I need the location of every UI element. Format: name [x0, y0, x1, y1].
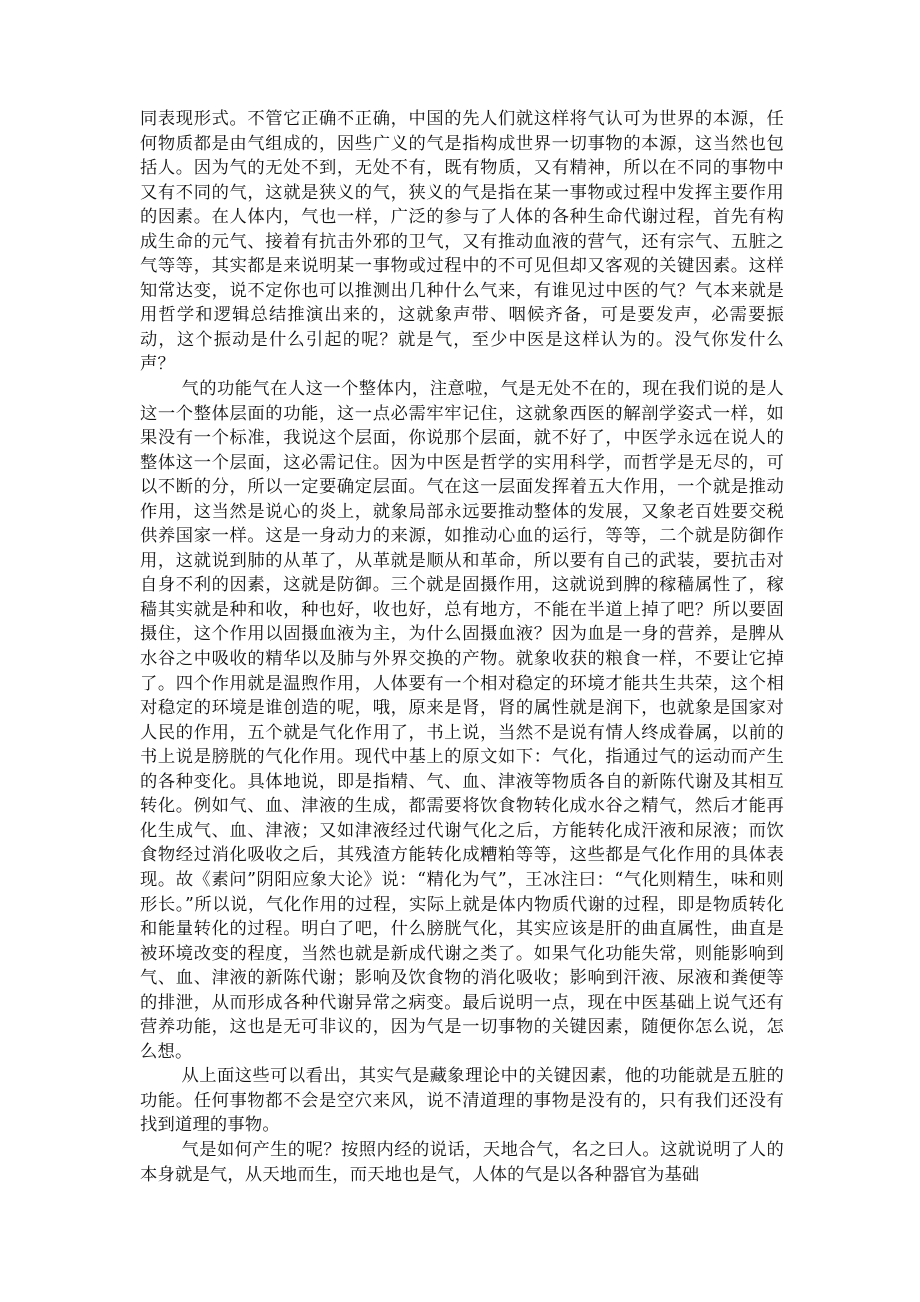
- paragraph-3: 从上面这些可以看出，其实气是藏象理论中的关键因素，他的功能就是五脏的功能。任何事物都不会是空穴来风，说不清道理的事物是没有的，只有我们还没有找到道理的事物。: [140, 1066, 784, 1136]
- body-text: [140, 107, 784, 1187]
- paragraph-4: 气是如何产生的呢？按照内经的说话，天地合气，名之曰人。这就说明了人的本身就是气，从天地而生，而天地也是气，人体的气是以各种器官为基础: [140, 1139, 784, 1185]
- paragraph-2: 气的功能气在人这一个整体内，注意啦，气是无处不在的，现在我们说的是人这一个整体层面的功能，这一点必需牢牢记住，这就象西医的解剖学姿式一样，如果没有一个标准，我说这个层面，你说那个层面，就不好了，中医学永远在说人的整体这一个层面，这必需记住。因为中医是哲学的实用科学，而哲学是无尽的，可以不断的分，所以一定要确定层面。气在这一层面发挥着五大作用，一个就是推动作用，这当然是说心的炎上，就象局部永远要推动整体的发展，又象老百姓要交税供养国家一样。这是一身动力的来源，如推动心血的运行，等等，二个就是防御作用，这就说到肺的从革了，从革就是顺从和革命，所以要有自己的武装，要抗击对自身不利的因素，这就是防御。三个就是固摄作用，这就说到脾的稼穑属性了，稼穑其实就是种和收，种也好，收也好，总有地方，不能在半道上掉了吧？所以要固摄住，这个作用以固摄血液为主，为什么固摄血液？因为血是一身的营养，是脾从水谷之中吸收的精华以及肺与外界交换的产物。就象收获的粮食一样，不要让它掉了。四个作用就是温煦作用，人体要有一个相对稳定的环境才能共生共荣，这个相对稳定的环境是谁创造的呢，哦，原来是肾，肾的属性就是润下，也就象是国家对人民的作用，五个就是气化作用了，书上说，当然不是说有情人终成眷属，以前的书上说是膀胱的气化作用。现代中基上的原文如下：气化，指通过气的运动而产生的各种变化。具体地说，即是指精、气、血、津液等物质各自的新陈代谢及其相互转化。例如气、血、津液的生成，都需要将饮食物转化成水谷之精气，然后才能再化生成气、血、津液；又如津液经过代谢气化之后，方能转化成汗液和尿液；而饮食物经过消化吸收之后，其残渣方能转化成糟粕等等，这些都是气化作用的具体表现。故《素问”阴阳应象大论》说：“精化为气”，王冰注曰：“气化则精生，味和则形长。”所以说，气化作用的过程，实际上就是体内物质代谢的过程，即是物质转化和能量转化的过程。明白了吧，什么膀胱气化，其实应该是肝的曲直属性，曲直是被环境改变的程度，当然也就是新成代谢之类了。如果气化功能失常，则能影响到气、血、津液的新陈代谢；影响及饮食物的消化吸收；影响到汗液、尿液和粪便等的排泄，从而形成各种代谢异常之病变。最后说明一点，现在中医基础上说气还有营养功能，这也是无可非议的，因为气是一切事物的关键因素，随便你怎么说，怎么想。: [140, 379, 784, 1062]
- paragraph-1: 同表现形式。不管它正确不正确，中国的先人们就这样将气认可为世界的本源，任何物质都是由气组成的，因些广义的气是指构成世界一切事物的本源，这当然也包括人。因为气的无处不到，无处不有，既有物质，又有精神，所以在不同的事物中又有不同的气，这就是狭义的气，狭义的气是指在某一事物或过程中发挥主要作用的因素。在人体内，气也一样，广泛的参与了人体的各种生命代谢过程，首先有构成生命的元气、接着有抗击外邪的卫气，又有推动血液的营气，还有宗气、五脏之气等等，其实都是来说明某一事物或过程中的不可见但却又客观的关键因素。这样知常达变，说不定你也可以推测出几种什么气来，有谁见过中医的气？气本来就是用哲学和逻辑总结推演出来的，这就象声带、咽候齐备，可是要发声，必需要振动，这个振动是什么引起的呢？就是气，至少中医是这样认为的。没气你发什么声？: [140, 109, 784, 375]
